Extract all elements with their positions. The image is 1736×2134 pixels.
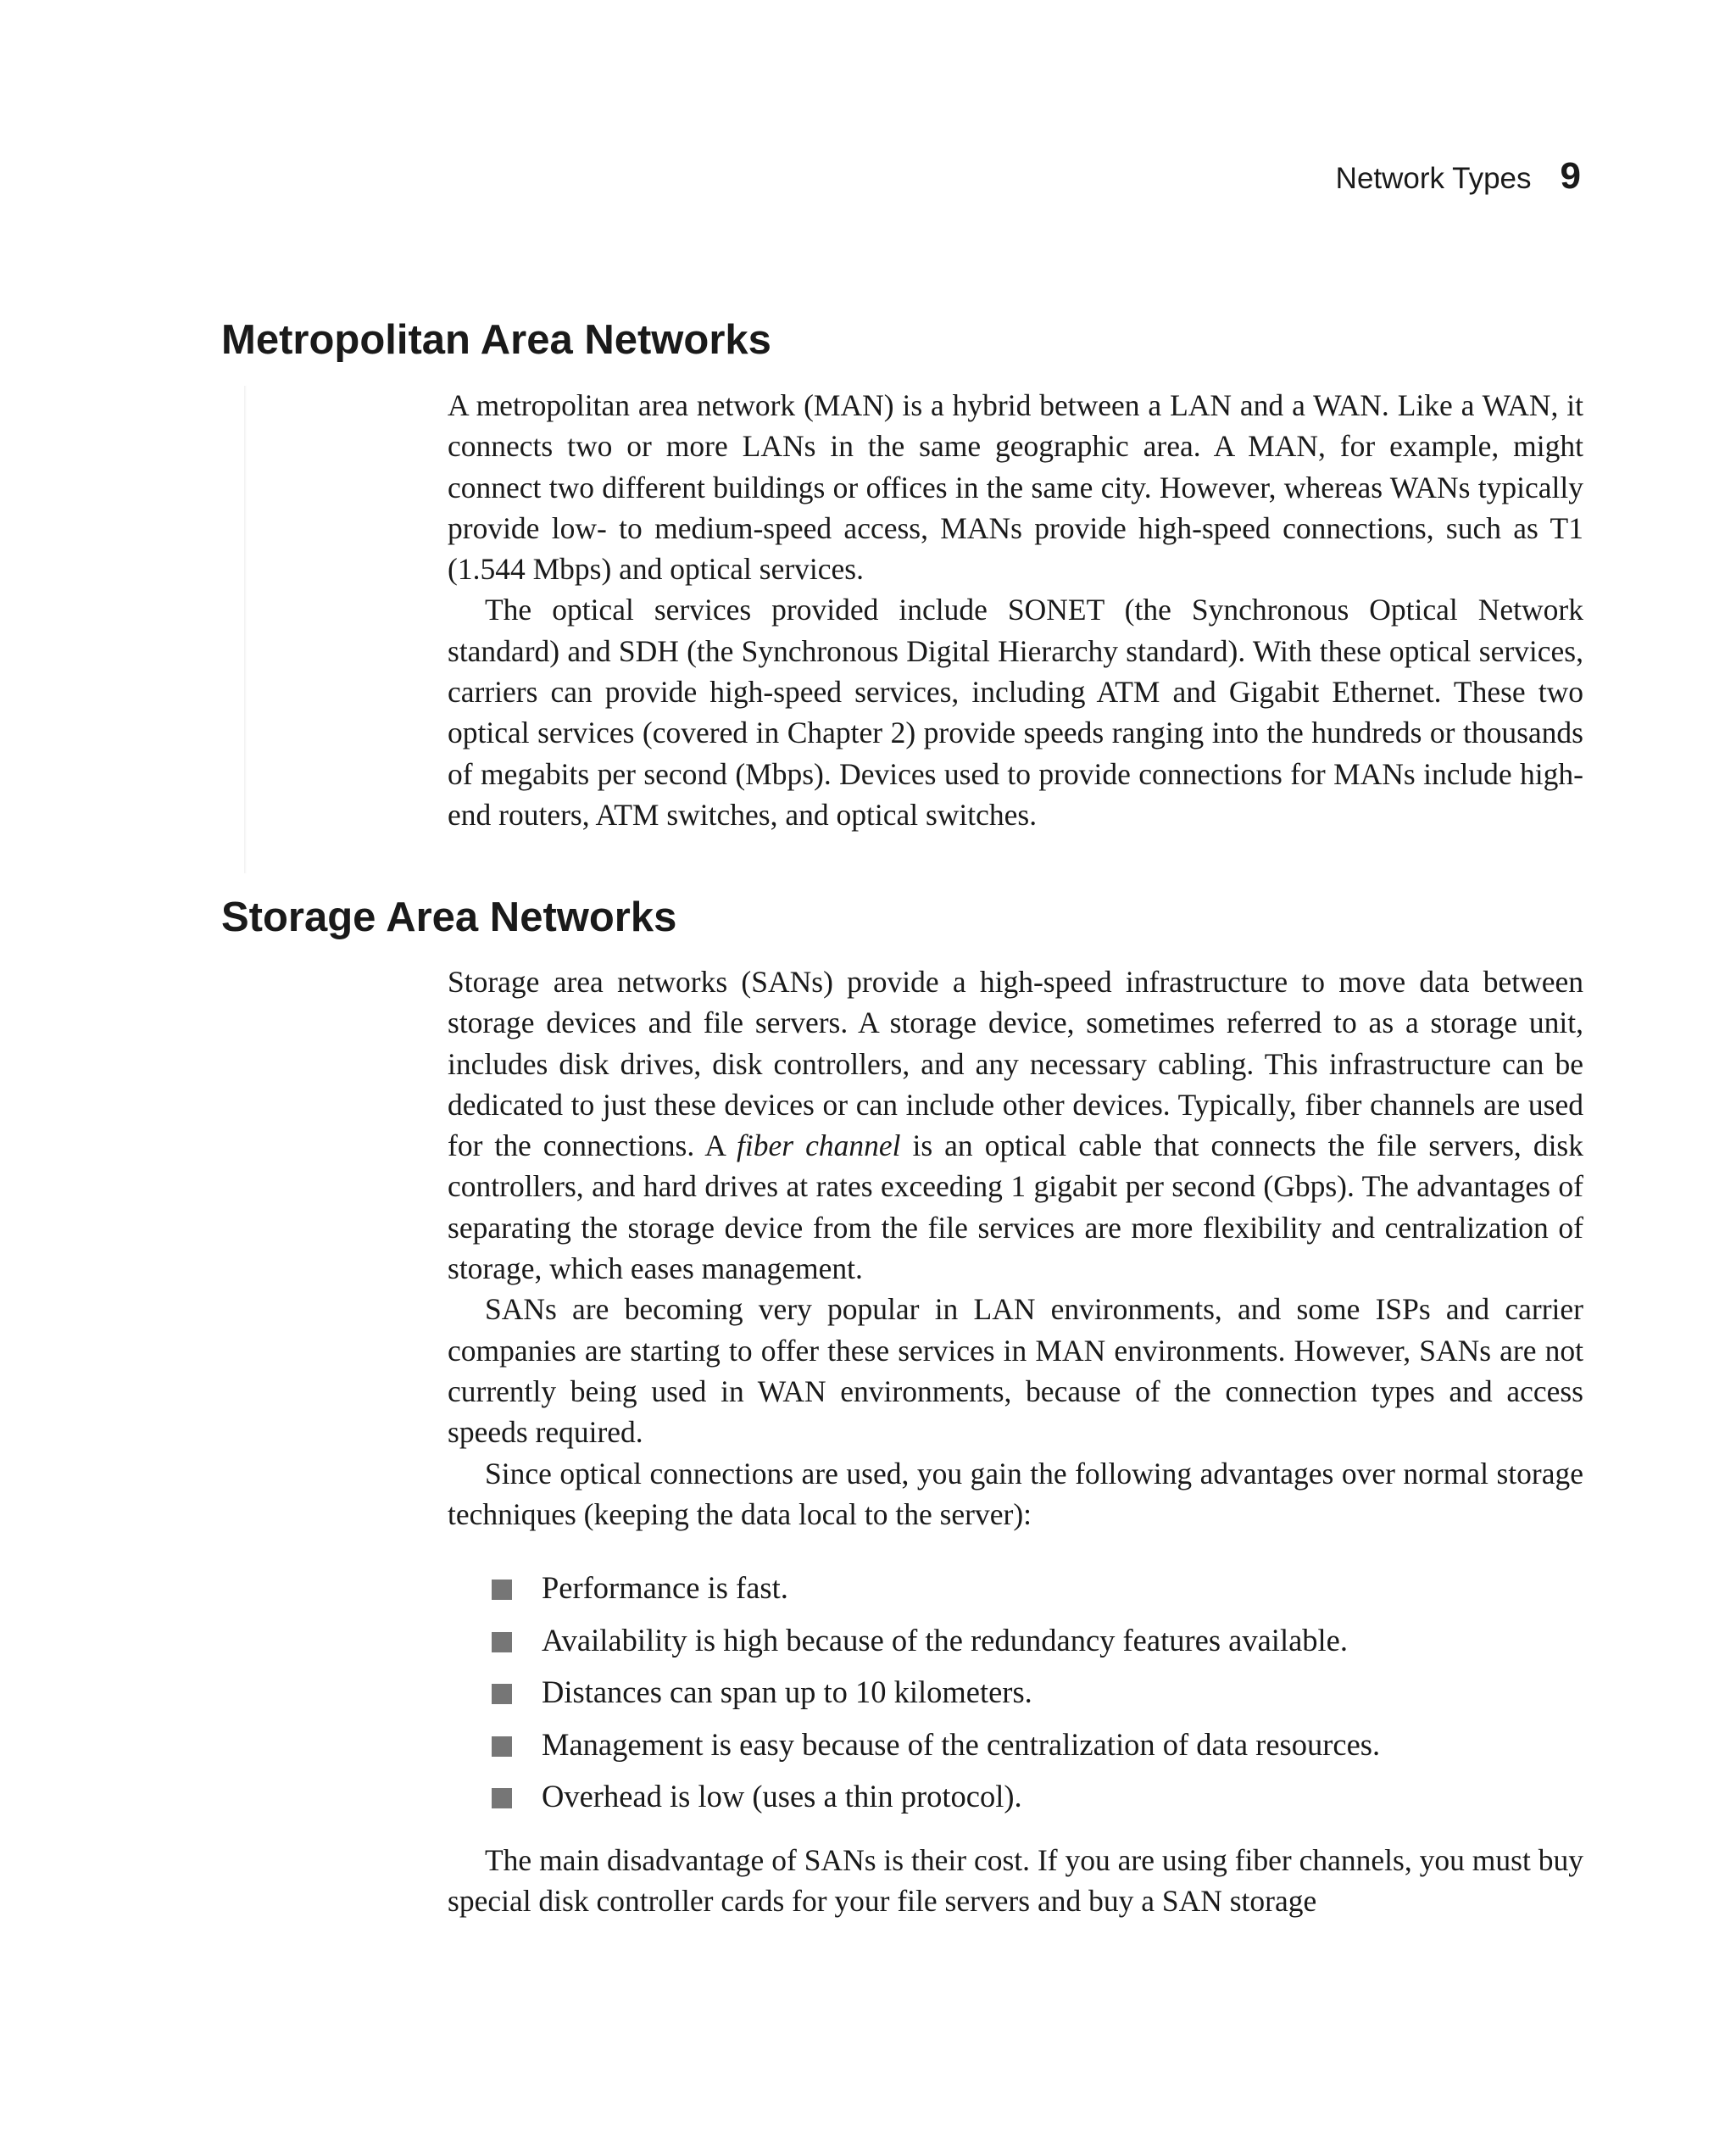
list-item-text: Distances can span up to 10 kilometers. [542, 1674, 1032, 1709]
list-item [492, 1770, 1594, 1823]
list-item [492, 1562, 1594, 1614]
running-head-title: Network Types [1335, 162, 1532, 195]
list-item-text: Management is easy because of the centralization of data resources. [542, 1726, 1381, 1762]
san-advantages-list [492, 1562, 1594, 1823]
san-paragraph-1 [448, 961, 1583, 1289]
list-item-text: Performance is fast. [542, 1570, 788, 1605]
san-closing-body [448, 1840, 1583, 1922]
square-bullet-icon [492, 1580, 512, 1600]
man-section-body [448, 385, 1583, 835]
page-number: 9 [1560, 155, 1581, 197]
list-item [492, 1666, 1594, 1719]
scan-shadow [244, 386, 247, 873]
square-bullet-icon [492, 1632, 512, 1652]
list-item [492, 1719, 1594, 1771]
san-paragraph-1-part-a: Storage area networks (SANs) provide a high-speed infrastructure to move data between storage devices and file servers. A storage device, sometimes referred to as a storage unit, includes disk drives, disk controllers, and any necessary cabling. This infrastructure can be dedicated to just these devices or can include other devices. Typically, fiber channels are used for the connections. A [448, 965, 1583, 1163]
square-bullet-icon [492, 1736, 512, 1757]
san-paragraph-1-part-b: is an optical cable that connects the file servers, disk controllers, and hard drives at rates exceeding 1 gigabit per second (Gbps). The advantages of separating the storage device from the file services are more flexibility and centralization of storage, which eases management. [448, 1128, 1583, 1286]
san-paragraph-3: Since optical connections are used, you gain the following advantages over normal storage techniques (keeping the data local to the server): [448, 1456, 1583, 1531]
san-section-body [448, 961, 1583, 1535]
list-item [492, 1614, 1594, 1667]
man-paragraph-1: A metropolitan area network (MAN) is a hybrid between a LAN and a WAN. Like a WAN, it connects two or more LANs in the same geographic area. A MAN, for example, might connect two different buildings or offices in the same city. However, whereas WANs typically provide low- to medium-speed access, MANs provide high-speed connections, such as T1 (1.544 Mbps) and optical services. [448, 388, 1583, 587]
san-paragraph-2: SANs are becoming very popular in LAN environments, and some ISPs and carrier companies are starting to offer these services in MAN environments. However, SANs are not currently being used in WAN environments, because of the connection types and access speeds required. [448, 1292, 1583, 1450]
running-head [1335, 155, 1581, 198]
list-item-text: Availability is high because of the redundancy features available. [542, 1622, 1348, 1658]
fiber-channel-term: fiber channel [737, 1128, 901, 1163]
square-bullet-icon [492, 1788, 512, 1808]
san-closing-paragraph: The main disadvantage of SANs is their cost. If you are using fiber channels, you must buy special disk controller cards for your file servers and buy a SAN storage [448, 1843, 1583, 1919]
section-heading-man: Metropolitan Area Networks [221, 317, 771, 363]
square-bullet-icon [492, 1684, 512, 1704]
section-heading-san: Storage Area Networks [221, 894, 677, 940]
list-item-text: Overhead is low (uses a thin protocol). [542, 1779, 1022, 1814]
man-paragraph-2: The optical services provided include SONET (the Synchronous Optical Network standard) and SDH (the Synchronous Digital Hierarchy standard). With these optical services, carriers can provide high-speed services, including ATM and Gigabit Ethernet. These two optical services (covered in Chapter 2) provide speeds ranging into the hundreds or thousands of megabits per second (Mbps). Devices used to provide connections for MANs include high-end routers, ATM switches, and optical switches. [448, 593, 1583, 832]
